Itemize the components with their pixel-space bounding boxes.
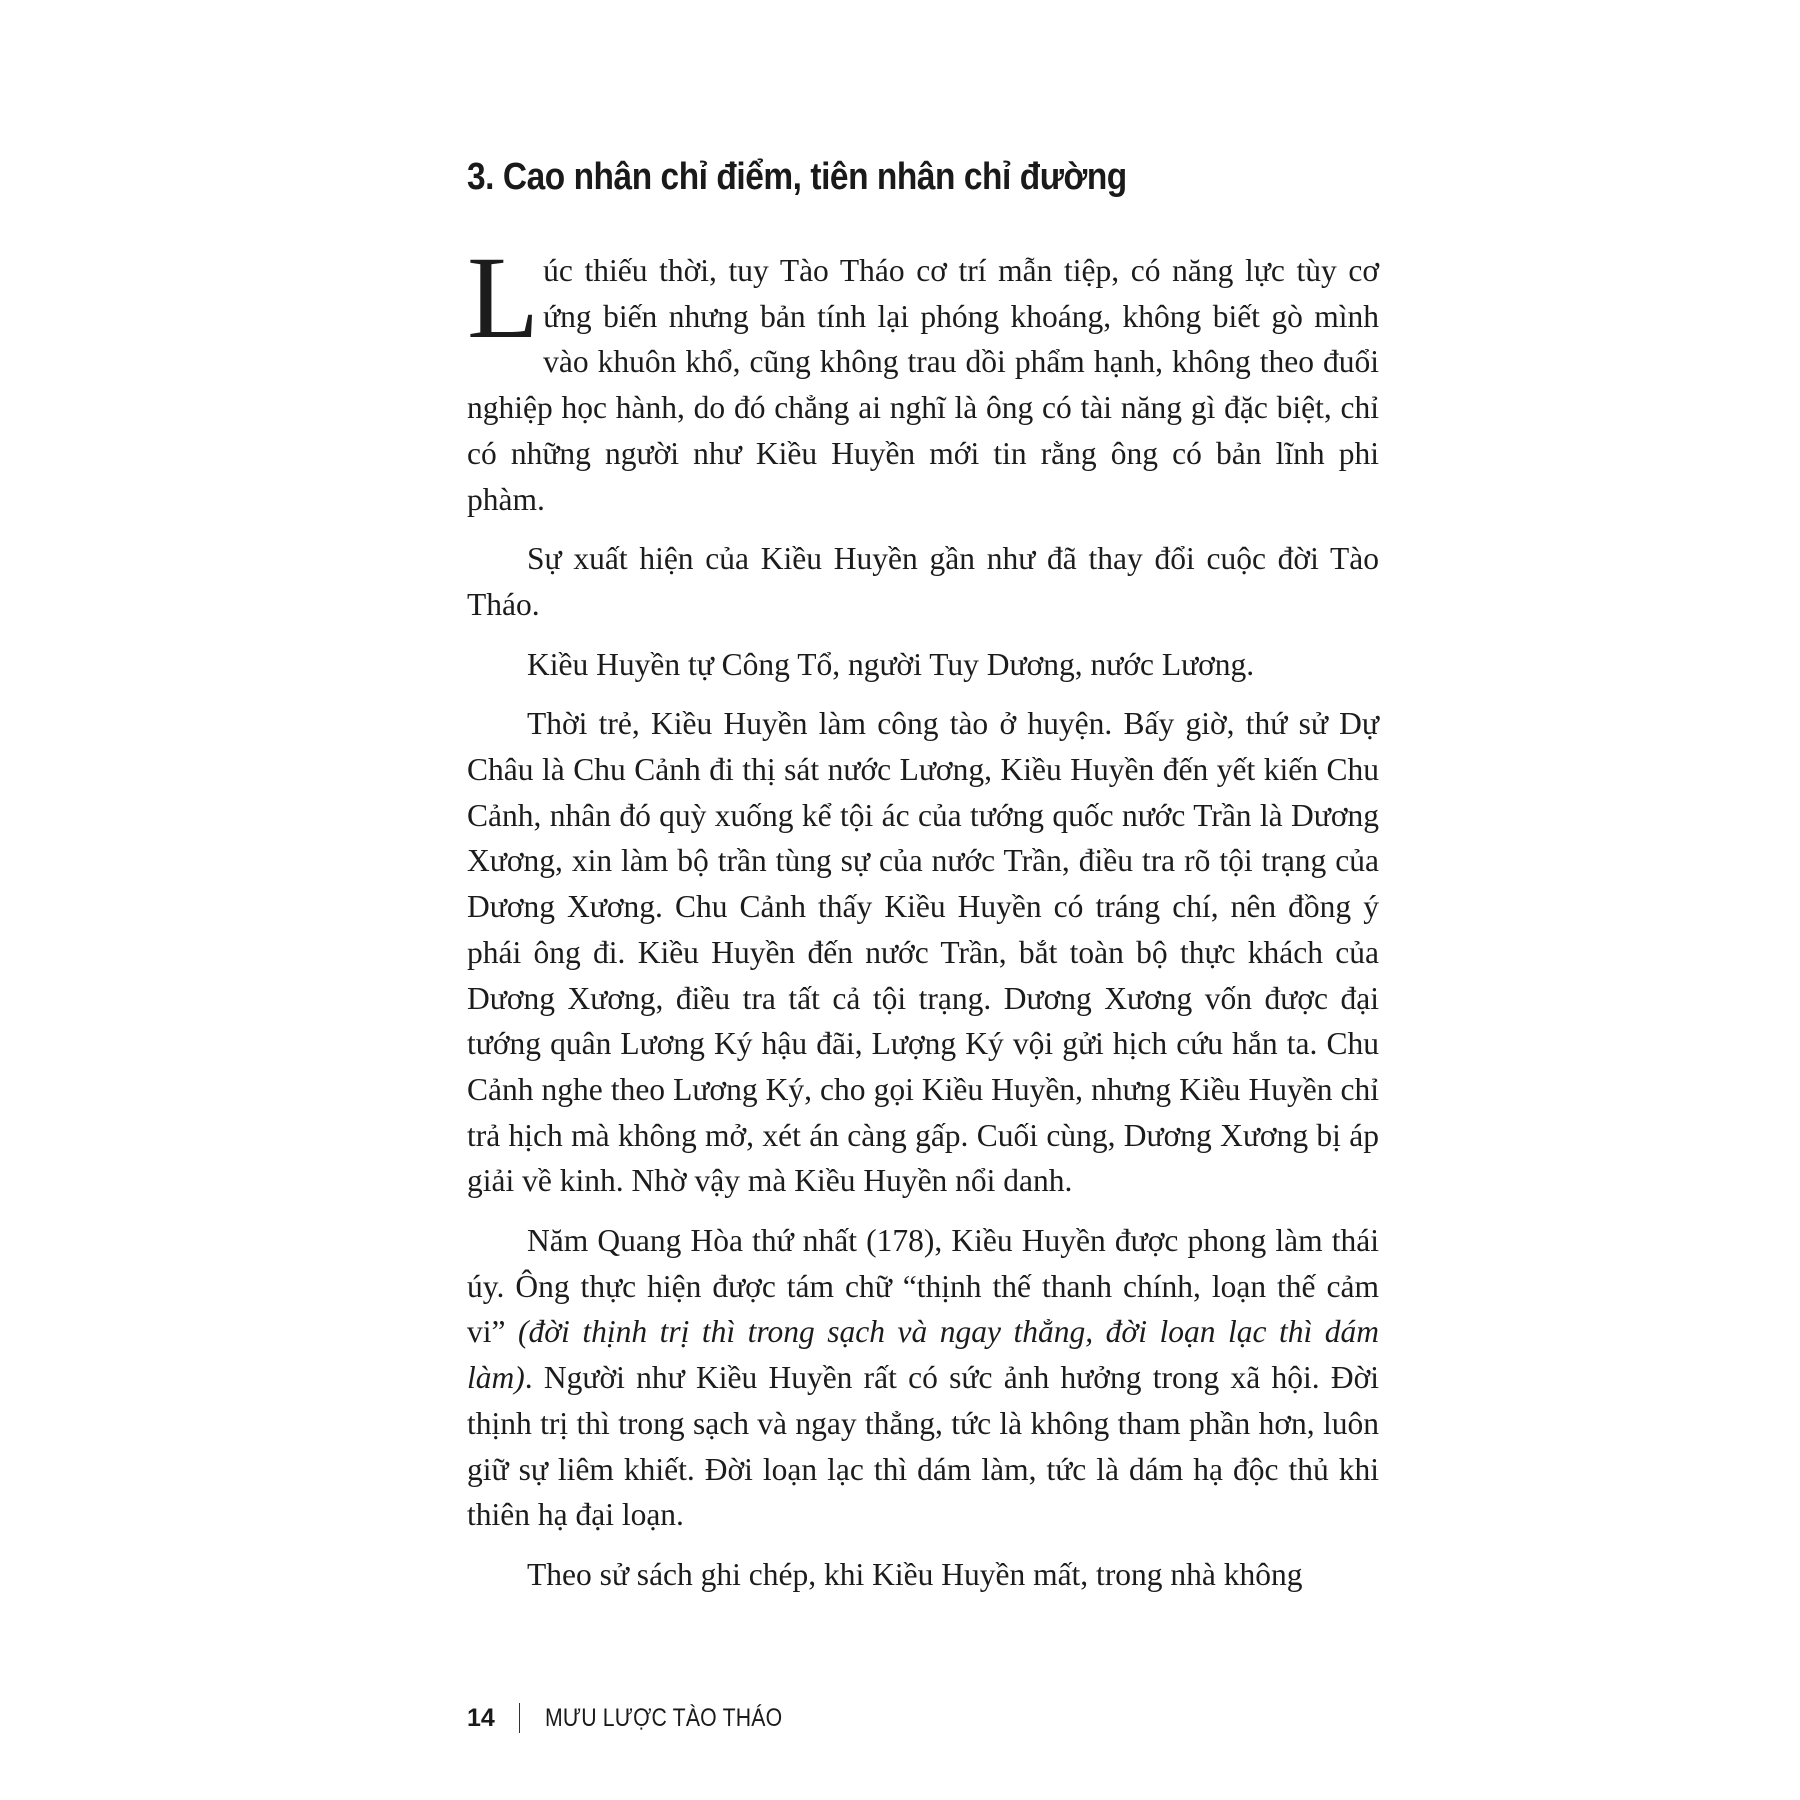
footer-divider xyxy=(519,1703,521,1733)
paragraph-3: Kiều Huyền tự Công Tổ, người Tuy Dương, nước Lương. xyxy=(527,646,1255,682)
running-title: MƯU LƯỢC TÀO THÁO xyxy=(545,1703,783,1732)
page-number: 14 xyxy=(467,1703,495,1732)
body-text xyxy=(467,232,1379,1612)
section-heading: 3. Cao nhân chỉ điểm, tiên nhân chỉ đường xyxy=(467,156,1127,198)
paragraph-1 xyxy=(467,232,1379,522)
paragraph-2: Sự xuất hiện của Kiều Huyền gần như đã thay đổi cuộc đời Tào Tháo. xyxy=(467,541,1379,622)
paragraph-4: Thời trẻ, Kiều Huyền làm công tào ở huyện. Bấy giờ, thứ sử Dự Châu là Chu Cảnh đi thị sát nước Lương, Kiều Huyền đến yết kiến Chu Cảnh, nhân đó quỳ xuống kể tội ác của tướng quốc nước Trần là Dương Xương, xin làm bộ trần tùng sự của nước Trần, điều tra rõ tội trạng của Dương Xương. Chu Cảnh thấy Kiều Huyền có tráng chí, nên đồng ý phái ông đi. Kiều Huyền đến nước Trần, bắt toàn bộ thực khách của Dương Xương, điều tra tất cả tội trạng. Dương Xương vốn được đại tướng quân Lương Ký hậu đãi, Lượng Ký vội gửi hịch cứu hắn ta. Chu Cảnh nghe theo Lương Ký, cho gọi Kiều Huyền, nhưng Kiều Huyền chỉ trả hịch mà không mở, xét án càng gấp. Cuối cùng, Dương Xương bị áp giải về kinh. Nhờ vậy mà Kiều Huyền nổi danh. xyxy=(467,706,1379,1199)
drop-cap: L xyxy=(467,232,540,363)
paragraph-5-text-b: . Người như Kiều Huyền rất có sức ảnh hưởng trong xã hội. Đời thịnh trị thì trong sạch và ngay thẳng, tức là không tham phần hơn, luôn giữ sự liêm khiết. Đời loạn lạc thì dám làm, tức là dám hạ độc thủ khi thiên hạ đại loạn. xyxy=(467,1360,1379,1533)
paragraph-5-text-a: Năm Quang Hòa thứ nhất (178), Kiều Huyền được phong làm thái úy. Ông thực hiện được tám chữ “thịnh thế thanh chính, loạn thế cảm vi” xyxy=(467,1223,1379,1350)
paragraph-1-text: úc thiếu thời, tuy Tào Tháo cơ trí mẫn tiệp, có năng lực tùy cơ ứng biến nhưng bản tính lại phóng khoáng, không biết gò mình vào khuôn khổ, cũng không trau dồi phẩm hạnh, không theo đuổi nghiệp học hành, do đó chẳng ai nghĩ là ông có tài năng gì đặc biệt, chỉ có những người như Kiều Huyền mới tin rằng ông có bản lĩnh phi phàm. xyxy=(467,253,1379,517)
paragraph-5 xyxy=(467,1218,1379,1538)
paragraph-5-italic: (đời thịnh trị thì trong sạch và ngay thẳng, đời loạn lạc thì dám làm) xyxy=(467,1314,1379,1396)
paragraph-6: Theo sử sách ghi chép, khi Kiều Huyền mất, trong nhà không xyxy=(527,1556,1303,1592)
page-footer xyxy=(467,1703,824,1733)
